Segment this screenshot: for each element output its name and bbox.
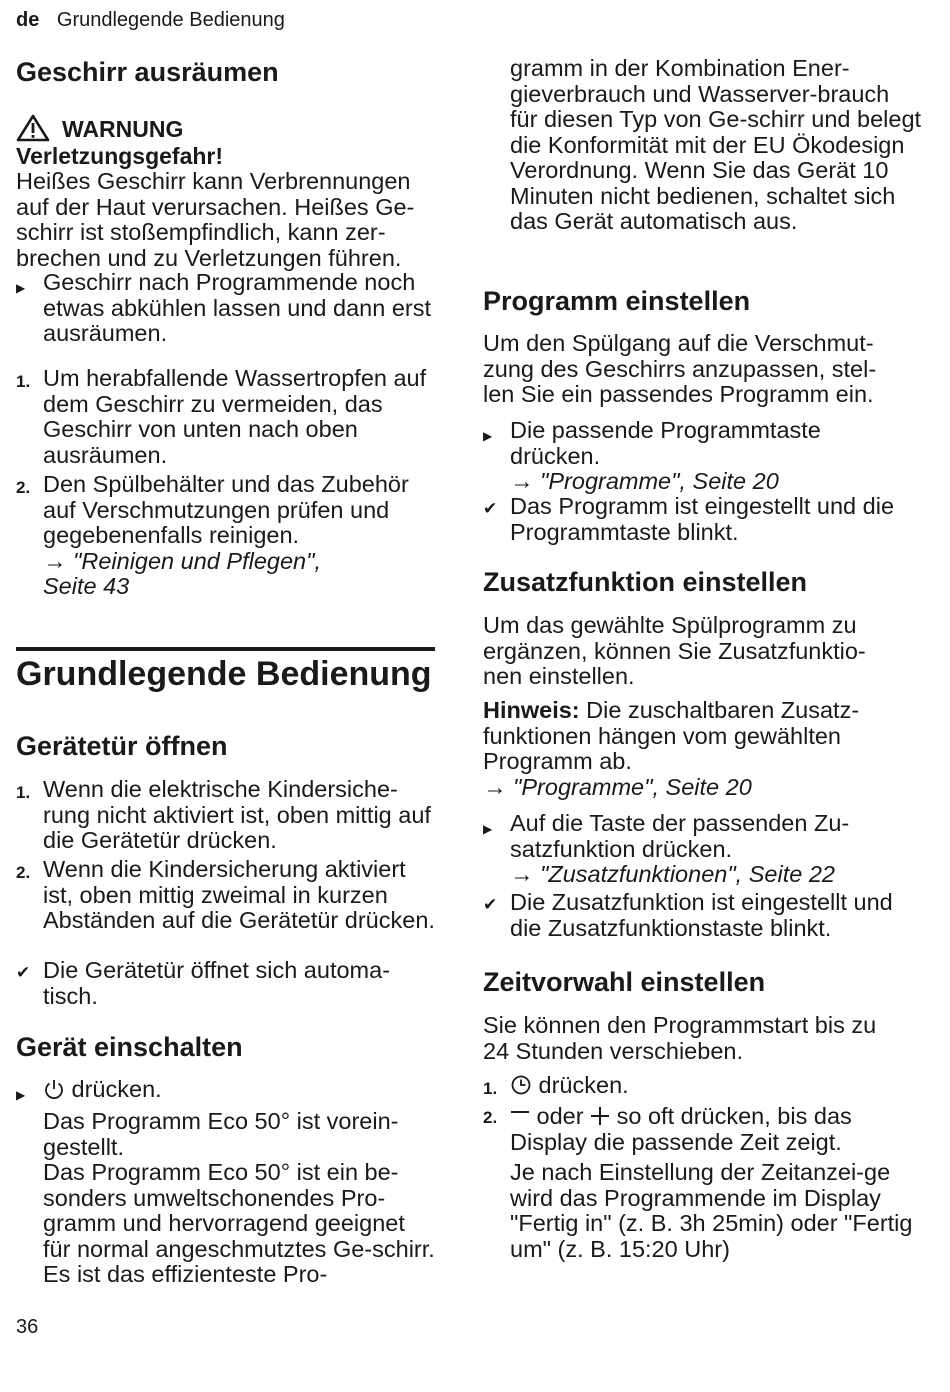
section-title-program: Programm einstellen — [483, 286, 751, 316]
warning-text: Heißes Geschirr kann Verbrennungen auf der Haut verursachen. Heißes Ge-schirr ist stoßempfindlich, kann zer-brechen und zu Verletzungen führen. — [16, 168, 415, 271]
time-text: Je nach Einstellung der Zeitanzei-ge wird das Programmende im Display "Fertig in" (z. B. 3h 25min) oder "Fertig um" (z. B. 15:20 Uhr) — [510, 1159, 913, 1262]
clock-icon — [510, 1074, 532, 1096]
page-number: 36 — [16, 1316, 39, 1338]
program-intro: Um den Spülgang auf die Verschmut-zung des Geschirrs anzupassen, stel-len Sie ein passendes Programm ein. — [483, 330, 877, 407]
page-header — [16, 9, 285, 32]
cross-reference: → "Reinigen und Pflegen", Seite 43 — [43, 547, 321, 599]
time-intro: Sie können den Programmstart bis zu 24 Stunden verschieben. — [483, 1012, 877, 1064]
list-item: 1. Wenn die elektrische Kindersiche-rung nicht aktiviert ist, oben mittig auf die Gerätetür drücken. — [16, 776, 431, 853]
power-text-2: Das Programm Eco 50° ist ein be-sonders umweltschonendes Pro-gramm und hervorragend geeignet für normal angeschmutztes Ge-schirr. Es ist das effizienteste Pro- — [43, 1159, 435, 1287]
triangle-bullet-icon: ▶ — [483, 822, 493, 836]
cross-reference: → "Zusatzfunktionen", Seite 22 — [510, 861, 835, 887]
result-item: ✔ Die Zusatzfunktion ist eingestellt und die Zusatzfunktionstaste blinkt. — [483, 889, 893, 941]
warning-step: ▶ Geschirr nach Programmende noch etwas abkühlen lassen und dann erst ausräumen. — [16, 269, 432, 346]
warning-label: WARNUNG — [62, 116, 184, 142]
extra-intro: Um das gewählte Spülprogramm zu ergänzen, können Sie Zusatzfunktio-nen einstellen. — [483, 612, 866, 689]
triangle-bullet-icon: ▶ — [16, 1088, 26, 1102]
main-title: Grundlegende Bedienung — [16, 655, 432, 693]
power-step: ▶ drücken. — [16, 1077, 436, 1103]
result-item: ✔ Die Gerätetür öffnet sich automa-tisch. — [16, 957, 391, 1009]
check-icon: ✔ — [16, 963, 31, 982]
section-title-door: Gerätetür öffnen — [16, 731, 228, 761]
list-item: 2. Den Spülbehälter und das Zubehör auf Verschmutzungen prüfen und gegebenenfalls reinigen. → "Reinigen und Pflegen", Seite 43 — [16, 471, 409, 599]
list-item: 2. oder so oft drücken, bis das Display die passende Zeit zeigt. — [483, 1103, 852, 1155]
cross-reference: → "Programme", Seite 20 — [510, 468, 779, 494]
list-item: 1. Um herabfallende Wassertropfen auf dem Geschirr zu vermeiden, das Geschirr von unten nach oben ausräumen. — [16, 365, 427, 468]
note — [483, 698, 878, 800]
header-section: Grundlegende Bedienung — [56, 9, 285, 31]
power-text-1: Das Programm Eco 50° ist vorein-gestellt. — [43, 1108, 399, 1160]
warning-heading — [16, 114, 183, 143]
cross-reference: → "Programme", Seite 20 — [483, 773, 752, 800]
extra-step: ▶ Auf die Taste der passenden Zu-satzfunktion drücken. → "Zusatzfunktionen", Seite 22 — [483, 811, 903, 888]
section-title-extra: Zusatzfunktion einstellen — [483, 567, 808, 597]
section-title-geschirr: Geschirr ausräumen — [16, 57, 279, 87]
check-icon: ✔ — [483, 499, 498, 518]
continued-text: gramm in der Kombination Ener-gieverbrauch und Wasserver-brauch für diesen Typ von Ge-schirr und belegt die Konformität mit der EU Ökodesign Verordnung. Wenn Sie das Gerät 10 Minuten nicht bedienen, schaltet sich das Gerät automatisch aus. — [510, 55, 922, 234]
plus-icon — [590, 1106, 610, 1126]
section-divider — [16, 647, 435, 651]
triangle-bullet-icon: ▶ — [16, 281, 26, 295]
note-label: Hinweis: — [483, 697, 580, 723]
result-item: ✔ Das Programm ist eingestellt und die Programmtaste blinkt. — [483, 493, 895, 545]
list-item: 2. Wenn die Kindersicherung aktiviert ist, oben mittig zweimal in kurzen Abständen auf die Gerätetür drücken. — [16, 856, 435, 933]
power-icon — [43, 1078, 65, 1100]
list-item: 1. drücken. — [483, 1072, 629, 1098]
check-icon: ✔ — [483, 895, 498, 914]
language-code: de — [16, 9, 40, 31]
triangle-bullet-icon: ▶ — [483, 429, 493, 443]
note-text: Die zuschaltbaren Zusatz-funktionen hängen vom gewählten Programm ab. — [483, 697, 860, 774]
minus-icon — [510, 1102, 530, 1122]
section-title-time: Zeitvorwahl einstellen — [483, 967, 766, 997]
warning-subtitle: Verletzungsgefahr! — [16, 143, 224, 169]
program-step: ▶ Die passende Programmtaste drücken. → "Programme", Seite 20 — [483, 418, 903, 495]
section-title-power-on: Gerät einschalten — [16, 1032, 243, 1062]
warning-triangle-icon — [16, 114, 50, 142]
